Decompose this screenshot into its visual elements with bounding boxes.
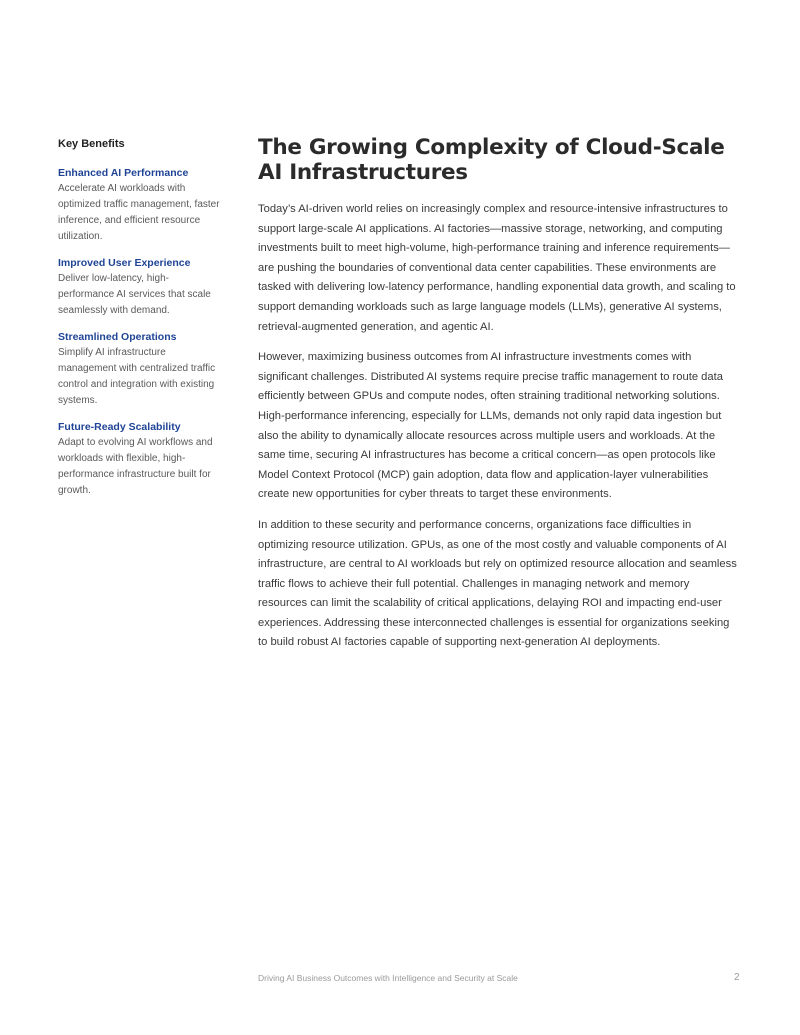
sidebar-heading: Key Benefits xyxy=(58,138,125,150)
body-paragraph: However, maximizing business outcomes from AI infrastructure investments comes with significant challenges. Distributed AI systems require precise traffic management to route data efficiently between GPUs and compute nodes, often straining traditional networking solutions. High-performance inferencing, especially for LLMs, demands not only rapid data ingestion but also the ability to dynamically allocate resources across multiple users and workloads. At the same time, securing AI infrastructures has become a critical concern—as open protocols like Model Context Protocol (MCP) gain adoption, data flow and application-layer vulnerabilities create new opportunities for cyber threats to target these environments. xyxy=(258,351,723,501)
benefit-description: Simplify AI infrastructure management with centralized traffic control and integration with existing systems. xyxy=(58,347,216,406)
benefit-description: Adapt to evolving AI workflows and workloads with flexible, high-performance infrastructure built for growth. xyxy=(58,437,213,496)
benefit-title: Enhanced AI Performance xyxy=(58,167,189,179)
footer-title: Driving AI Business Outcomes with Intelligence and Security at Scale xyxy=(258,973,518,983)
benefit-description: Deliver low-latency, high-performance AI services that scale seamlessly with demand. xyxy=(58,273,211,316)
benefit-description: Accelerate AI workloads with optimized traffic management, faster inference, and efficient resource utilization. xyxy=(58,183,220,242)
body-paragraph: In addition to these security and performance concerns, organizations face difficulties in optimizing resource utilization. GPUs, as one of the most costly and valuable components of AI infrastructure, are central to AI workloads but rely on optimized resource allocation and seamless traffic flows to achieve their full potential. Challenges in managing network and memory resources can limit the scalability of critical applications, delaying ROI and impacting end-user experiences. Addressing these interconnected challenges is essential for organizations seeking to build robust AI factories capable of supporting next-generation AI deployments. xyxy=(258,518,737,649)
benefit-item xyxy=(58,256,220,319)
benefit-item xyxy=(58,166,220,245)
main-content xyxy=(258,135,740,664)
page-title: The Growing Complexity of Cloud-Scale AI Infrastructures xyxy=(258,135,725,185)
key-benefits-sidebar xyxy=(58,137,220,510)
benefit-title: Improved User Experience xyxy=(58,257,191,269)
benefit-title: Future-Ready Scalability xyxy=(58,421,181,433)
page-number: 2 xyxy=(734,972,740,983)
benefit-item xyxy=(58,330,220,409)
body-paragraph: Today’s AI-driven world relies on increasingly complex and resource-intensive infrastructures to support large-scale AI applications. AI factories—massive storage, networking, and computing investments built to meet high-volume, high-performance training and inference requirements—are pushing the boundaries of conventional data center capabilities. These environments are tasked with delivering low-latency performance, handling exponential data growth, and scaling to support demanding workloads such as large language models (LLMs), generative AI systems, retrieval-augmented generation, and agentic AI. xyxy=(258,203,736,333)
benefit-item xyxy=(58,420,220,499)
benefit-title: Streamlined Operations xyxy=(58,331,177,343)
